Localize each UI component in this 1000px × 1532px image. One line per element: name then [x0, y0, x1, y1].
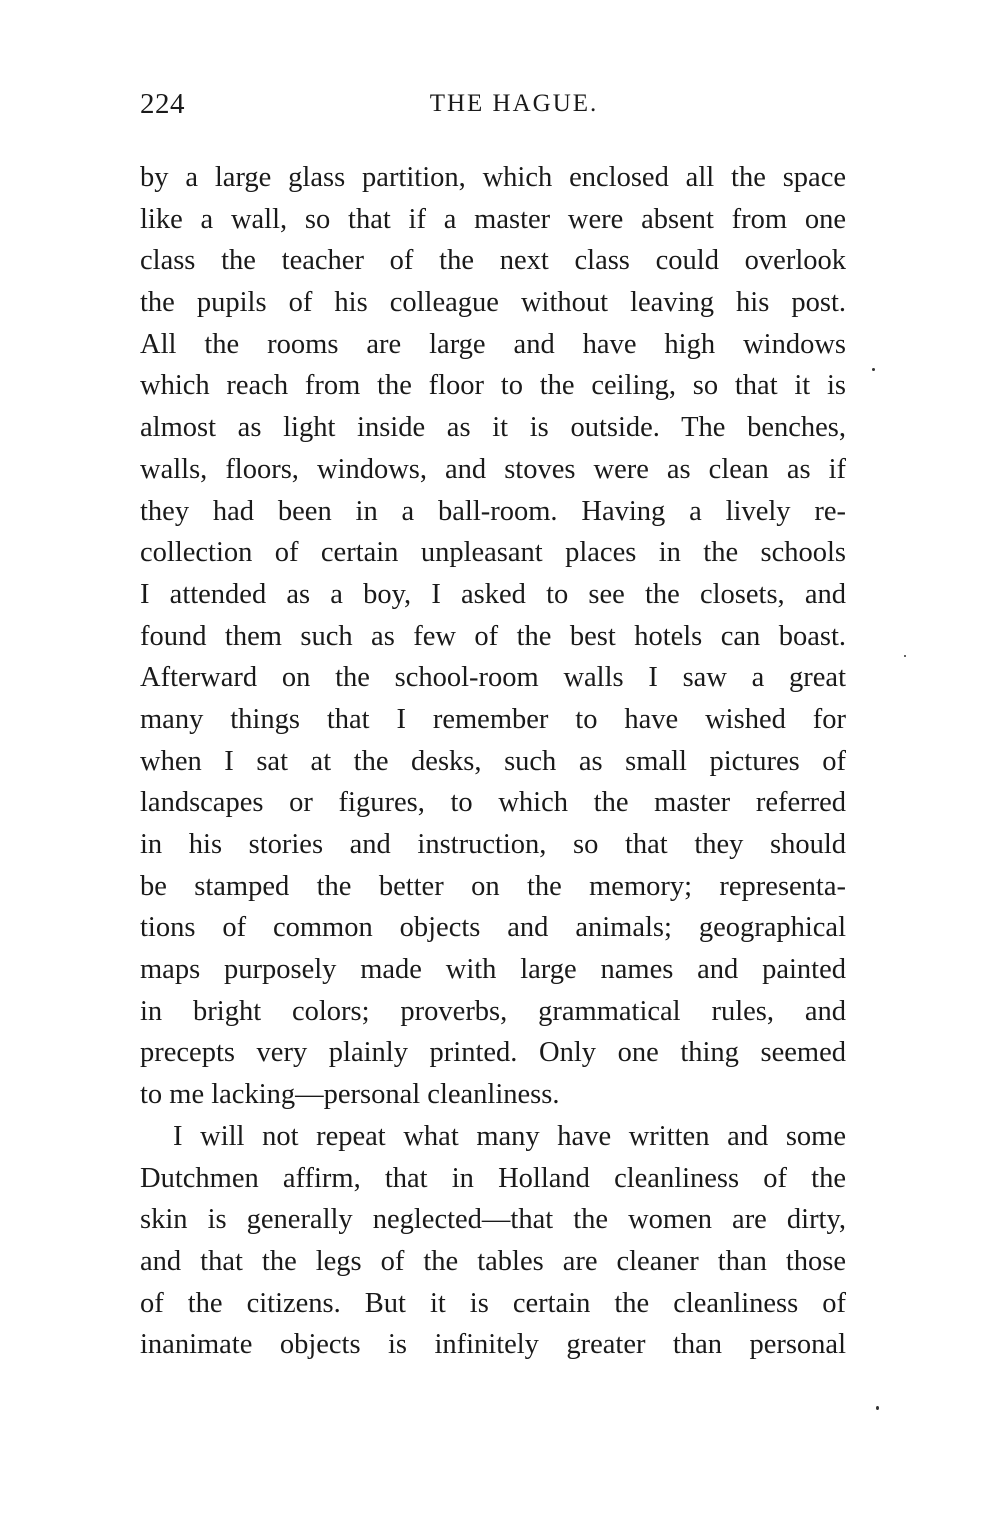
text-line: I attended as a boy, I asked to see the closets, and — [140, 578, 846, 610]
text-line: class the teacher of the next class could overlook — [140, 245, 846, 277]
text-line: Dutchmen affirm, that in Holland cleanliness of the — [140, 1162, 846, 1194]
text-line: when I sat at the desks, such as small pictures of — [140, 745, 846, 777]
text-line: I will not repeat what many have written and some — [173, 1120, 846, 1152]
scan-speck — [872, 368, 875, 371]
text-line: which reach from the floor to the ceiling, so that it is — [140, 370, 846, 402]
text-line: skin is generally neglected—that the women are dirty, — [140, 1204, 846, 1236]
text-line: inanimate objects is infinitely greater than personal — [140, 1329, 846, 1361]
text-line: Afterward on the school-room walls I saw a great — [140, 662, 846, 694]
scan-speck — [904, 655, 906, 657]
text-line: be stamped the better on the memory; representa- — [140, 870, 846, 902]
text-line: maps purposely made with large names and painted — [140, 954, 846, 986]
text-line: the pupils of his colleague without leaving his post. — [140, 287, 846, 319]
text-line: many things that I remember to have wished for — [140, 703, 846, 735]
body-text — [140, 157, 846, 1366]
text-line: and that the legs of the tables are cleaner than those — [140, 1245, 846, 1277]
text-line: landscapes or figures, to which the master referred — [140, 787, 846, 819]
text-line: All the rooms are large and have high windows — [140, 328, 846, 360]
text-line: they had been in a ball-room. Having a lively re- — [140, 495, 846, 527]
text-line: in bright colors; proverbs, grammatical rules, and — [140, 995, 846, 1027]
text-line: to me lacking—personal cleanliness. — [140, 1079, 560, 1111]
text-line: collection of certain unpleasant places in the schools — [140, 537, 846, 569]
text-line: by a large glass partition, which enclosed all the space — [140, 162, 846, 193]
scan-speck — [876, 1406, 879, 1410]
text-line: tions of common objects and animals; geographical — [140, 912, 846, 944]
text-line: almost as light inside as it is outside. The benches, — [140, 412, 846, 444]
text-line: in his stories and instruction, so that they should — [140, 829, 846, 860]
text-line: of the citizens. But it is certain the cleanliness of — [140, 1287, 846, 1319]
text-line: found them such as few of the best hotels can boast. — [140, 620, 846, 652]
text-line: walls, floors, windows, and stoves were as clean as if — [140, 453, 846, 485]
text-line: precepts very plainly printed. Only one thing seemed — [140, 1037, 846, 1069]
page-number: 224 — [140, 88, 185, 120]
paragraph — [140, 1116, 846, 1366]
paragraph — [140, 157, 846, 1116]
running-title: THE HAGUE. — [429, 90, 599, 117]
text-line: like a wall, so that if a master were absent from one — [140, 203, 846, 235]
